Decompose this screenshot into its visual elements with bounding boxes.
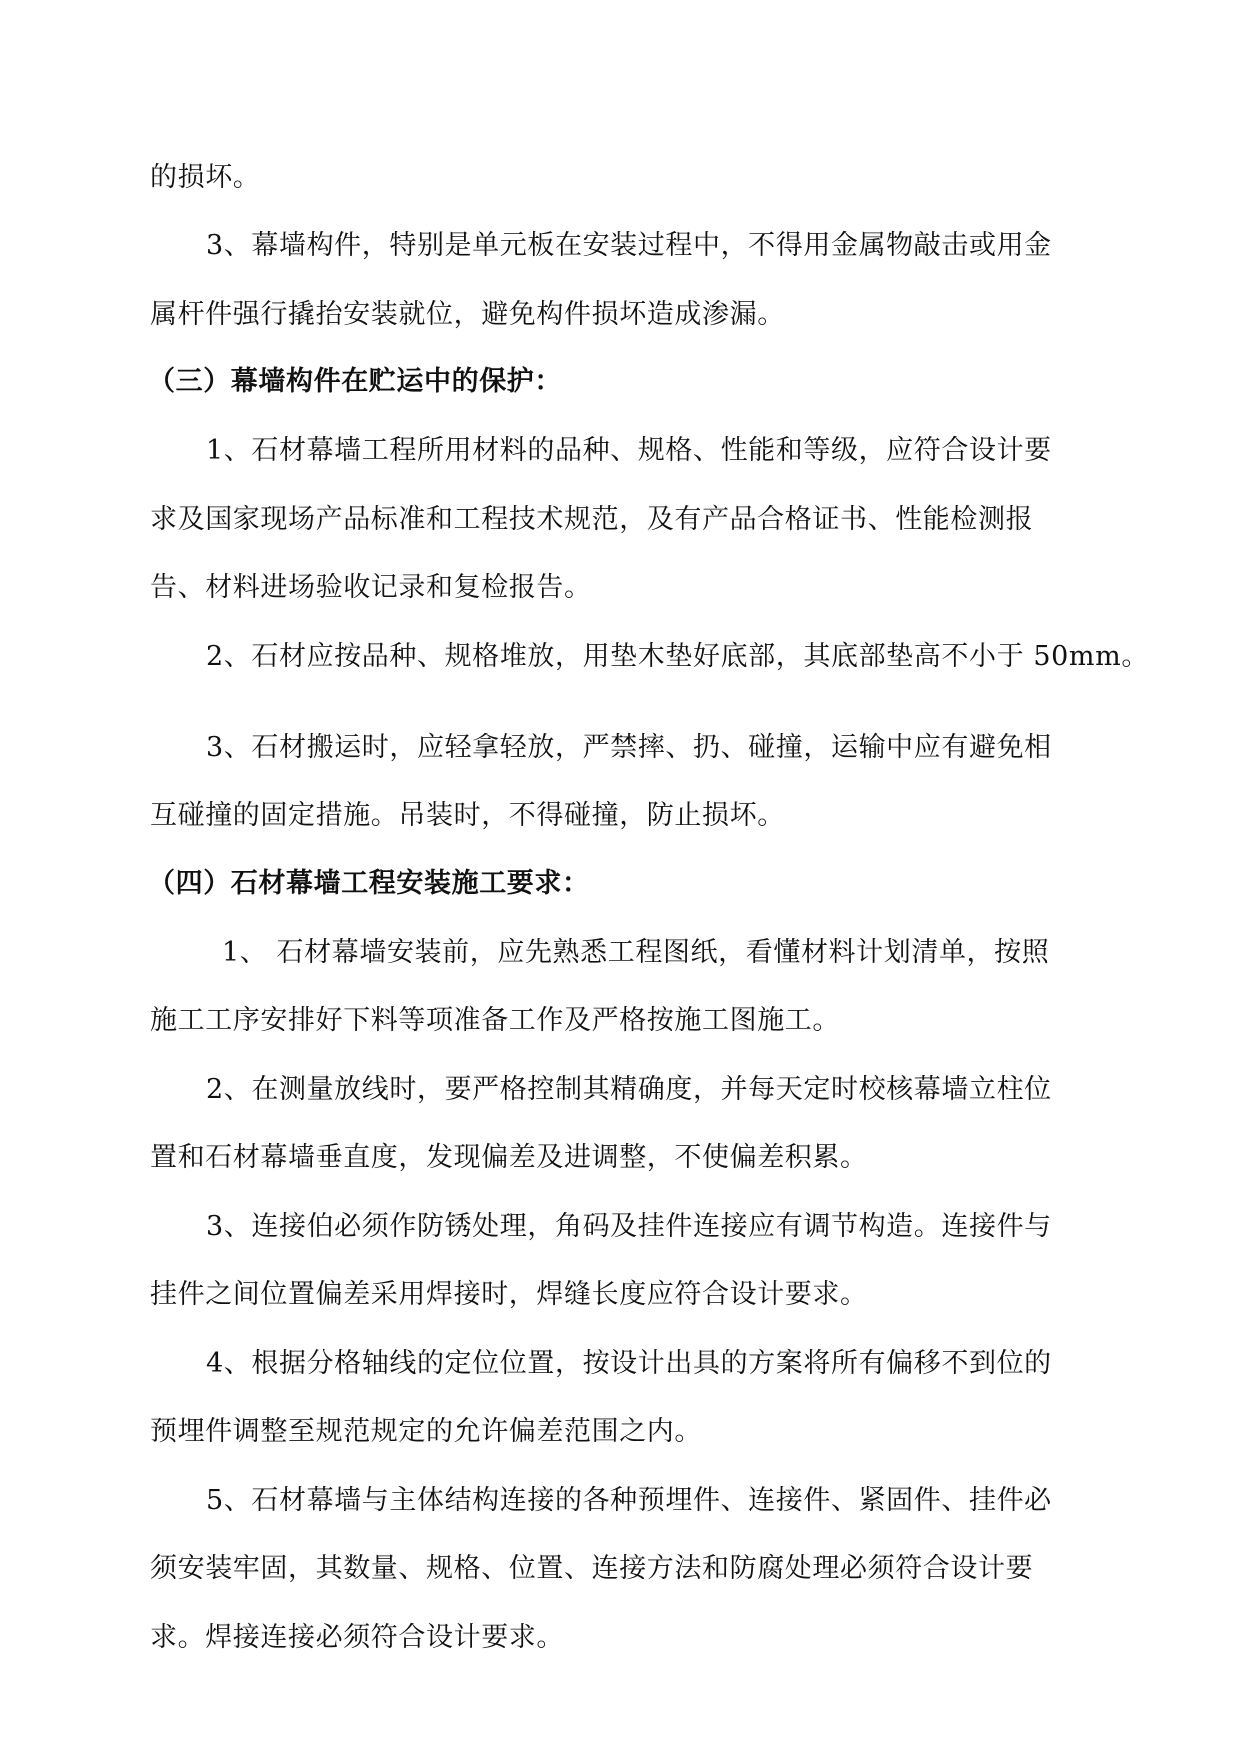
text-line: 挂件之间位置偏差采用焊接时，焊缝长度应符合设计要求。 [150, 1279, 868, 1310]
text-line: 5、石材幕墙与主体结构连接的各种预埋件、连接件、紧固件、挂件必 [206, 1485, 1052, 1516]
text-line: 求及国家现场产品标准和工程技术规范，及有产品合格证书、性能检测报 [150, 504, 1034, 535]
section-heading: （三）幕墙构件在贮运中的保护： [148, 366, 562, 397]
text-line: 1、石材幕墙工程所用材料的品种、规格、性能和等级，应符合设计要 [206, 435, 1052, 466]
text-line: 置和石材幕墙垂直度，发现偏差及进调整，不使偏差积累。 [150, 1142, 868, 1173]
text-line: 须安装牢固，其数量、规格、位置、连接方法和防腐处理必须符合设计要 [150, 1553, 1034, 1584]
text-line: 3、幕墙构件，特别是单元板在安装过程中，不得用金属物敲击或用金 [206, 230, 1052, 261]
section-heading: （四）石材幕墙工程安装施工要求： [148, 868, 590, 899]
text-line: 施工工序安排好下料等项准备工作及严格按施工图施工。 [150, 1005, 840, 1036]
text-line: 预埋件调整至规范规定的允许偏差范围之内。 [150, 1416, 702, 1447]
text-line: 互碰撞的固定措施。吊装时，不得碰撞，防止损坏。 [150, 800, 785, 831]
text-line: 2、在测量放线时，要严格控制其精确度，并每天定时校核幕墙立柱位 [206, 1074, 1052, 1105]
text-line: 属杆件强行撬抬安装就位，避免构件损坏造成渗漏。 [150, 299, 785, 330]
text-line: 3、石材搬运时，应轻拿轻放，严禁摔、扔、碰撞，运输中应有避免相 [206, 732, 1052, 763]
text-line: 4、根据分格轴线的定位位置，按设计出具的方案将所有偏移不到位的 [206, 1348, 1052, 1379]
text-line: 1、 石材幕墙安装前，应先熟悉工程图纸，看懂材料计划清单，按照 [222, 937, 1050, 968]
text-line: 3、连接伯必须作防锈处理，角码及挂件连接应有调节构造。连接件与 [206, 1211, 1052, 1242]
text-line: 告、材料进场验收记录和复检报告。 [150, 572, 592, 603]
text-line: 的损坏。 [150, 162, 261, 193]
text-line: 2、石材应按品种、规格堆放，用垫木垫好底部，其底部垫高不小于 50mm。 [206, 641, 1149, 672]
text-line: 求。焊接连接必须符合设计要求。 [150, 1622, 564, 1653]
